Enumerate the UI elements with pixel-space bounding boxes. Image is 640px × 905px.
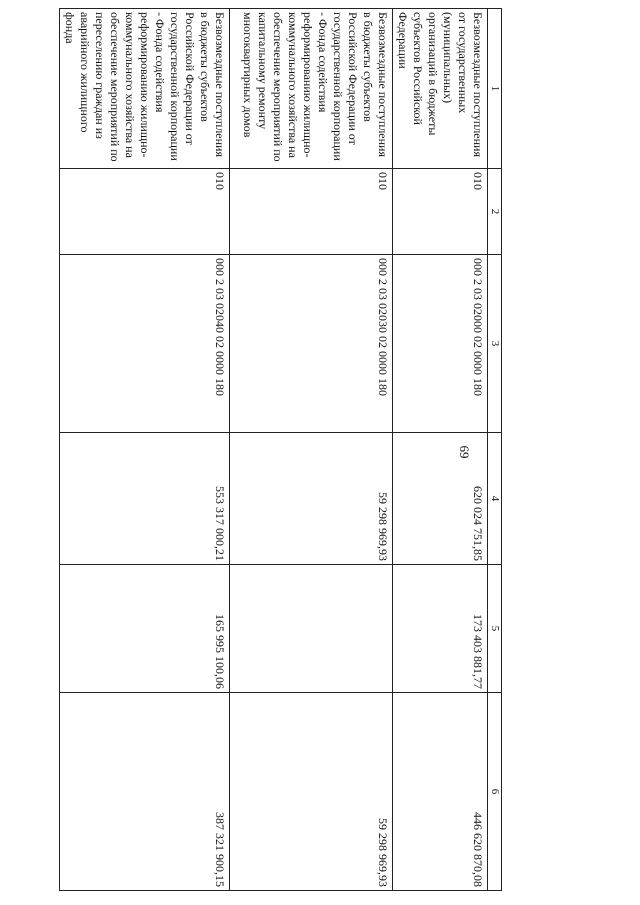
header-cell: 2 xyxy=(488,169,502,255)
page-number: 69 xyxy=(457,445,472,459)
table-row xyxy=(230,9,393,891)
row-admin-code: 010 xyxy=(393,169,488,255)
row-amount-col5: 165 995 100,06 xyxy=(60,565,230,693)
table-row xyxy=(60,9,230,891)
header-cell: 6 xyxy=(488,693,502,891)
table-header-row xyxy=(488,9,502,891)
row-amount-col4: 553 317 000,21 xyxy=(60,433,230,565)
header-cell: 4 xyxy=(488,433,502,565)
row-name: Безвозмездные поступления от государственных (муниципальных) организаций в бюджеты субъектов Российской Федерации xyxy=(393,9,488,169)
row-amount-col5 xyxy=(230,565,393,693)
row-kbk: 000 2 03 02030 02 0000 180 xyxy=(230,255,393,433)
revenue-table xyxy=(53,8,502,890)
row-admin-code: 010 xyxy=(230,169,393,255)
row-amount-col5: 173 403 881,77 xyxy=(393,565,488,693)
rotated-table-frame xyxy=(53,8,502,890)
row-name: Безвозмездные поступления в бюджеты субъектов Российской Федерации от государственной корпорации - Фонда содействия реформированию жилищно-коммунального хозяйства на обеспечение мероприятий по переселению граждан из аварийного жилищного фонда xyxy=(60,9,230,169)
row-amount-col4: 620 024 751,85 xyxy=(393,433,488,565)
row-kbk: 000 2 03 02000 02 0000 180 xyxy=(393,255,488,433)
header-cell: 3 xyxy=(488,255,502,433)
row-name: Безвозмездные поступления в бюджеты субъектов Российской Федерации от государственной корпорации - Фонда содействия реформированию жилищно-коммунального хозяйства на обеспечение мероприятий по капитальному ремонту многоквартирных домов xyxy=(230,9,393,169)
table-row xyxy=(393,9,488,891)
header-cell: 1 xyxy=(488,9,502,169)
row-amount-col4: 59 298 969,93 xyxy=(230,433,393,565)
row-amount-col6: 59 298 969,93 xyxy=(230,693,393,891)
row-admin-code: 010 xyxy=(60,169,230,255)
row-amount-col6: 387 321 900,15 xyxy=(60,693,230,891)
header-cell: 5 xyxy=(488,565,502,693)
row-amount-col6: 446 620 870,08 xyxy=(393,693,488,891)
row-kbk: 000 2 03 02040 02 0000 180 xyxy=(60,255,230,433)
